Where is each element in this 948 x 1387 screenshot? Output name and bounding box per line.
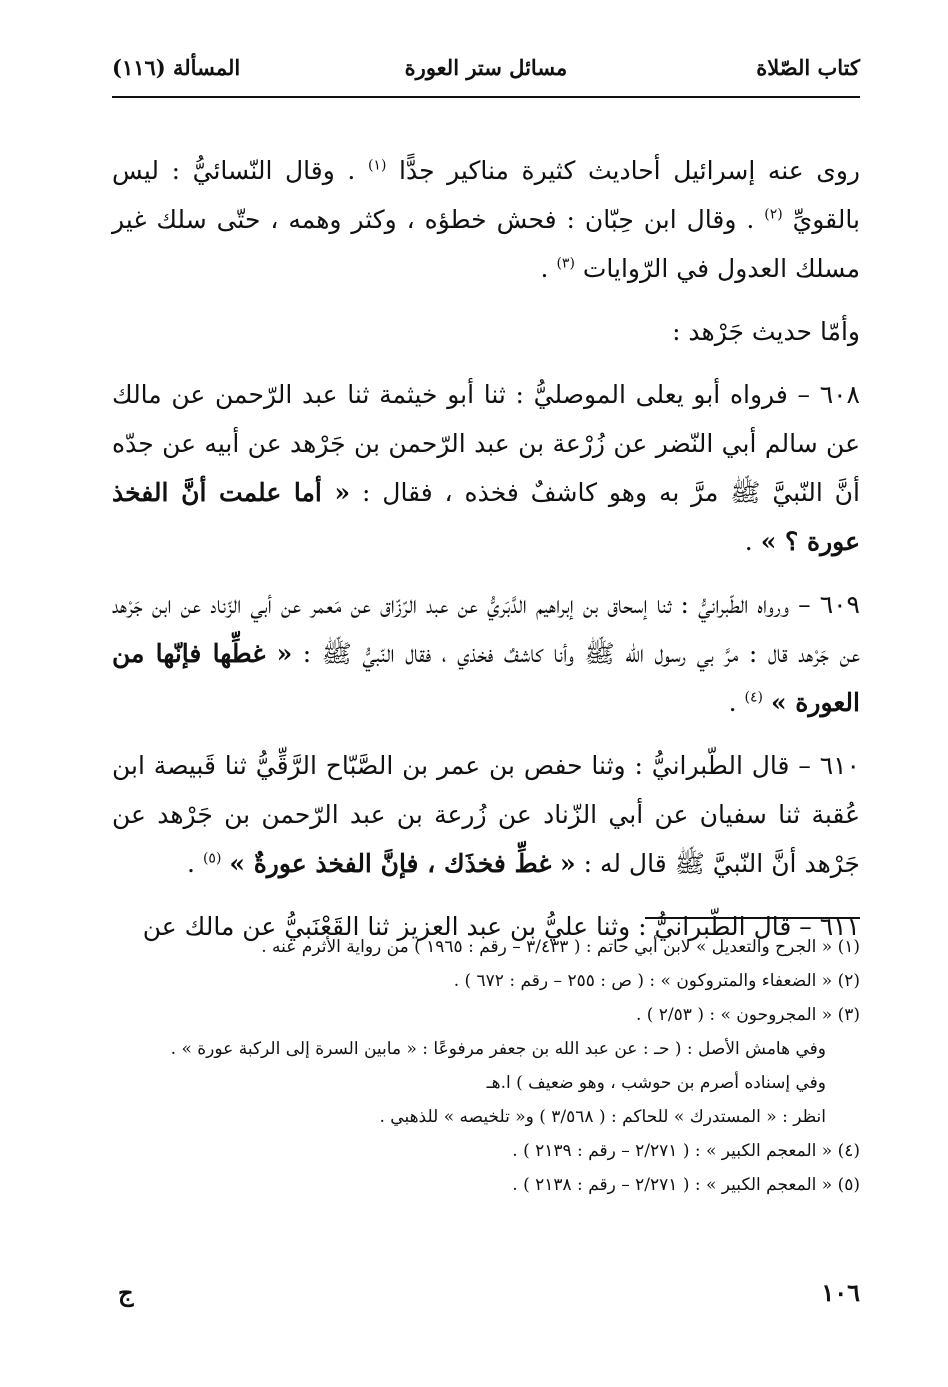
hadith-608 [112,370,860,566]
text-segment: . [744,527,753,556]
paragraph-narrator-critique [112,146,860,293]
footnote-ref-1: (١) [367,157,387,174]
footnote-text: انظر : « المستدرك » للحاكم : ( ٣/٥٦٨ ) و« تلخيصه » للذهبي . [379,1107,826,1127]
footnote-number: (٤) [837,1141,860,1161]
signature-mark: ج [118,1278,134,1307]
paragraph-section-intro: وأمّا حديث جَرْهد : [672,317,860,346]
footnote-number: (٥) [837,1175,860,1195]
footnote-number: (١) [837,937,860,957]
footnotes [112,930,860,1202]
footnote-text: « الجرح والتعديل » لابن أبي حاتم : ( ٣/٤٣٣ – رقم : ١٩٦٥ ) من رواية الأثرم عنه . [261,937,833,957]
text-segment: . وقال النّسائيُّ : ليس بالقويِّ [112,156,860,234]
hadith-609 [112,580,860,727]
hadith-chain: ٦٠٩ – ورواه الطّبرانيُّ : ثنا إسحاق بن إبراهيم الدَّبَريُّ عن عبد الرّزّاق عن مَعمر عن أبي الزّناد عن ابن جَرْهد عن جَرْهد قال : مرَّ بي رسول الله ﷺ وأنا كاشفٌ فخذي ، فقال النّبيُّ ﷺ : [112,590,861,668]
text-segment: . [187,849,195,878]
header-book-title: كتاب الصّلاة [756,55,860,80]
footnote-2 [112,964,860,998]
footnote-ref-3: (٣) [556,255,575,272]
page-number: ١٠٦ [821,1278,860,1307]
footnote-number: (٣) [837,1005,860,1025]
footnote-text: « المعجم الكبير » : ( ٢/٢٧١ – رقم : ٢١٣٨ ) . [512,1175,833,1195]
footnote-3-note-a [112,1032,860,1066]
header-issue-number: المسألة (١١٦) [112,55,241,80]
footnote-text: وفي إسناده أصرم بن حوشب ، وهو ضعيف ) ا.هـ [486,1073,826,1093]
text-segment: . [728,688,737,717]
footnote-ref-4: (٤) [744,689,763,706]
text-segment: روى عنه إسرائيل أحاديث كثيرة مناكير جدًّا [399,156,860,185]
text-segment: . وقال ابن حِبّان : فحش خطؤه ، وكثر وهمه ، حتّى سلك غير مسلك العدول في الرّوايات [112,205,860,283]
footnote-text: « الضعفاء والمتروكون » : ( ص : ٢٥٥ – رقم : ٦٧٢ ) . [453,971,833,991]
hadith-quote: « غطِّها فإنّها من العورة » [112,639,860,717]
main-text [112,146,860,959]
footnote-3 [112,998,860,1032]
hadith-chain: ٦١٠ – قال الطّبرانيُّ : وثنا حفص بن عمر بن الصَّبّاح الرَّقِّيُّ ثنا قَبيصة ابن عُقبة ثنا سفيان عن أبي الزّناد عن زُرعة بن عبد الرّحمن بن جَرْهد عن جَرْهد أنَّ النّبيَّ ﷺ قال له : [112,751,860,878]
footnote-ref-2: (٢) [764,206,783,223]
footnote-number: (٢) [837,971,860,991]
footnote-text: « المعجم الكبير » : ( ٢/٢٧١ – رقم : ٢١٣٩ ) . [512,1141,833,1161]
hadith-611: ٦١١ – قال الطّبرانيُّ : وثنا عليُّ بن عبد العزيز ثنا القَعْنَبيُّ عن مالك عن [142,912,860,941]
header-chapter-title: مسائل ستر العورة [404,55,568,80]
footnote-text: « المجروحون » : ( ٢/٥٣ ) . [635,1005,833,1025]
running-header [112,55,860,95]
header-divider [112,96,860,98]
footnote-divider [645,917,860,919]
footnote-text: وفي هامش الأصل : ( حـ : عن عبد الله بن جعفر مرفوعًا : « مابين السرة إلى الركبة عورة » . [170,1039,826,1059]
footnote-4 [112,1134,860,1168]
footnote-3-note-c [112,1100,860,1134]
hadith-chain: ٦٠٨ – فرواه أبو يعلى الموصليُّ : ثنا أبو خيثمة ثنا عبد الرّحمن عن مالك عن سالم أبي النّضر عن زُرْعة بن عبد الرّحمن بن جَرْهد عن أبيه عن جدّه أنَّ النّبيَّ ﷺ مرَّ به وهو كاشفٌ فخذه ، فقال : [112,380,860,507]
text-segment: . [540,254,549,283]
hadith-610 [112,741,860,888]
footnote-ref-5: (٥) [202,850,222,867]
footnote-3-note-b [112,1066,860,1100]
footnote-1 [112,930,860,964]
footnote-5 [112,1168,860,1202]
hadith-quote: « غطِّ فخذَك ، فإنَّ الفخذ عورةٌ » [229,849,576,878]
hadith-quote: « أما علمت أنَّ الفخذ عورة ؟ » [112,478,860,556]
